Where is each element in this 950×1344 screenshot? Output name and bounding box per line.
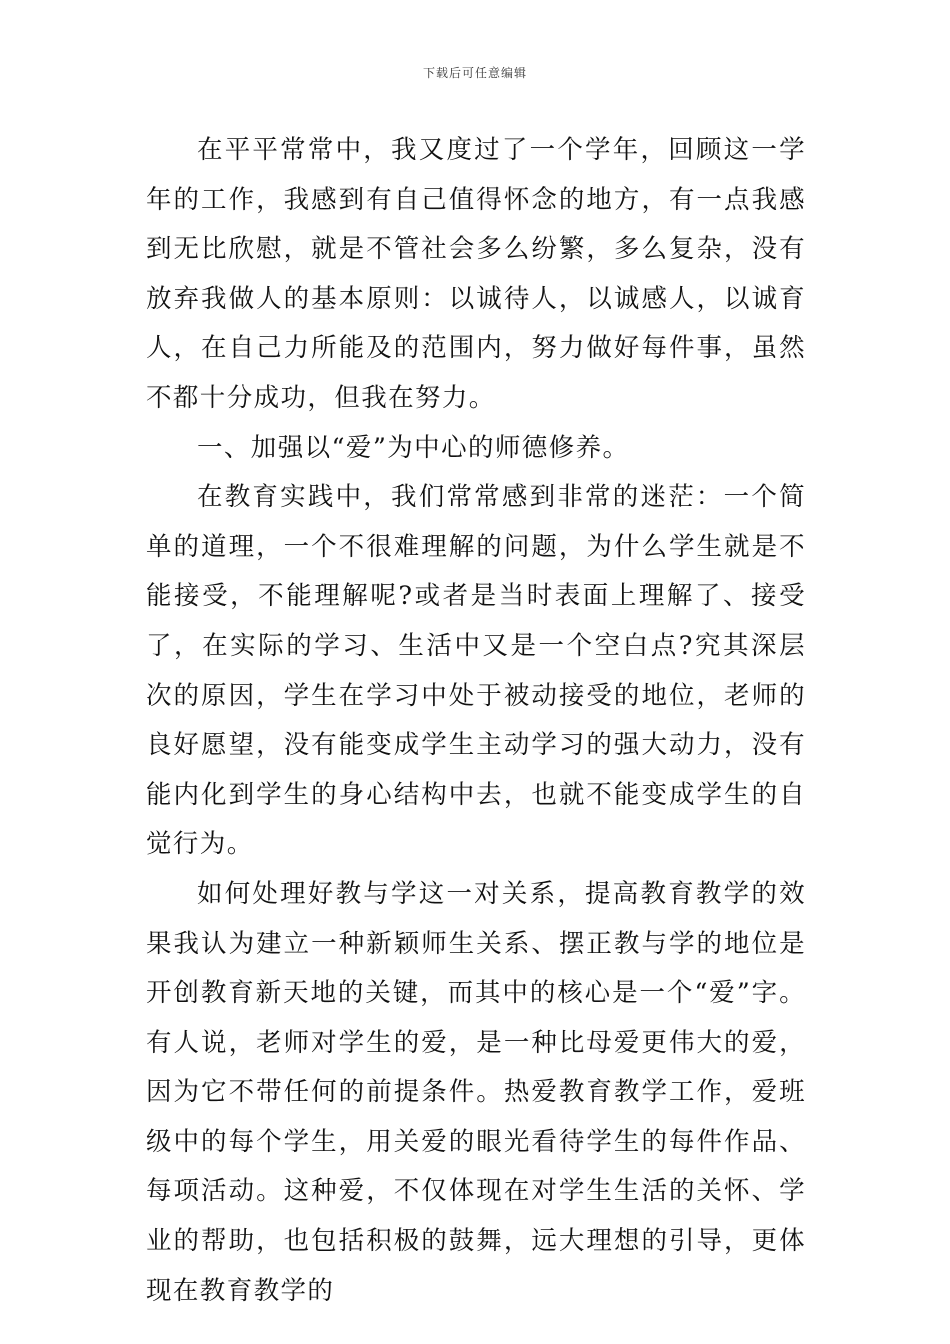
page-header-note: 下载后可任意编辑: [422, 66, 527, 80]
section-heading-1: 一、加强以“爱”为中心的师德修养。: [197, 432, 630, 463]
paragraph-practice: 在教育实践中，我们常常感到非常的迷茫：一个简单的道理，一个不很难理解的问题，为什么学生就是不能接受，不能理解呢?或者是当时表面上理解了、接受了，在实际的学习、生活中又是一个空白点?究其深层次的原因，学生在学习中处于被动接受的地位，老师的良好愿望，没有能变成学生主动学习的强大动力，没有能内化到学生的身心结构中去，也就不能变成学生的自觉行为。: [146, 482, 806, 860]
document-body: [146, 126, 806, 1316]
paragraph-love: 如何处理好教与学这一对关系，提高教育教学的效果我认为建立一种新颖师生关系、摆正教与学的地位是开创教育新天地的关键，而其中的核心是一个“爱”字。有人说，老师对学生的爱，是一种比母爱更伟大的爱，因为它不带任何的前提条件。热爱教育教学工作，爱班级中的每个学生，用关爱的眼光看待学生的每件作品、每项活动。这种爱，不仅体现在对学生生活的关怀、学业的帮助，也包括积极的鼓舞，远大理想的引导，更体现在教育教学的: [146, 878, 806, 1306]
paragraph-intro: 在平平常常中，我又度过了一个学年，回顾这一学年的工作，我感到有自己值得怀念的地方，有一点我感到无比欣慰，就是不管社会多么纷繁，多么复杂，没有放弃我做人的基本原则：以诚待人，以诚感人，以诚育人，在自己力所能及的范围内，努力做好每件事，虽然不都十分成功，但我在努力。: [146, 135, 806, 413]
